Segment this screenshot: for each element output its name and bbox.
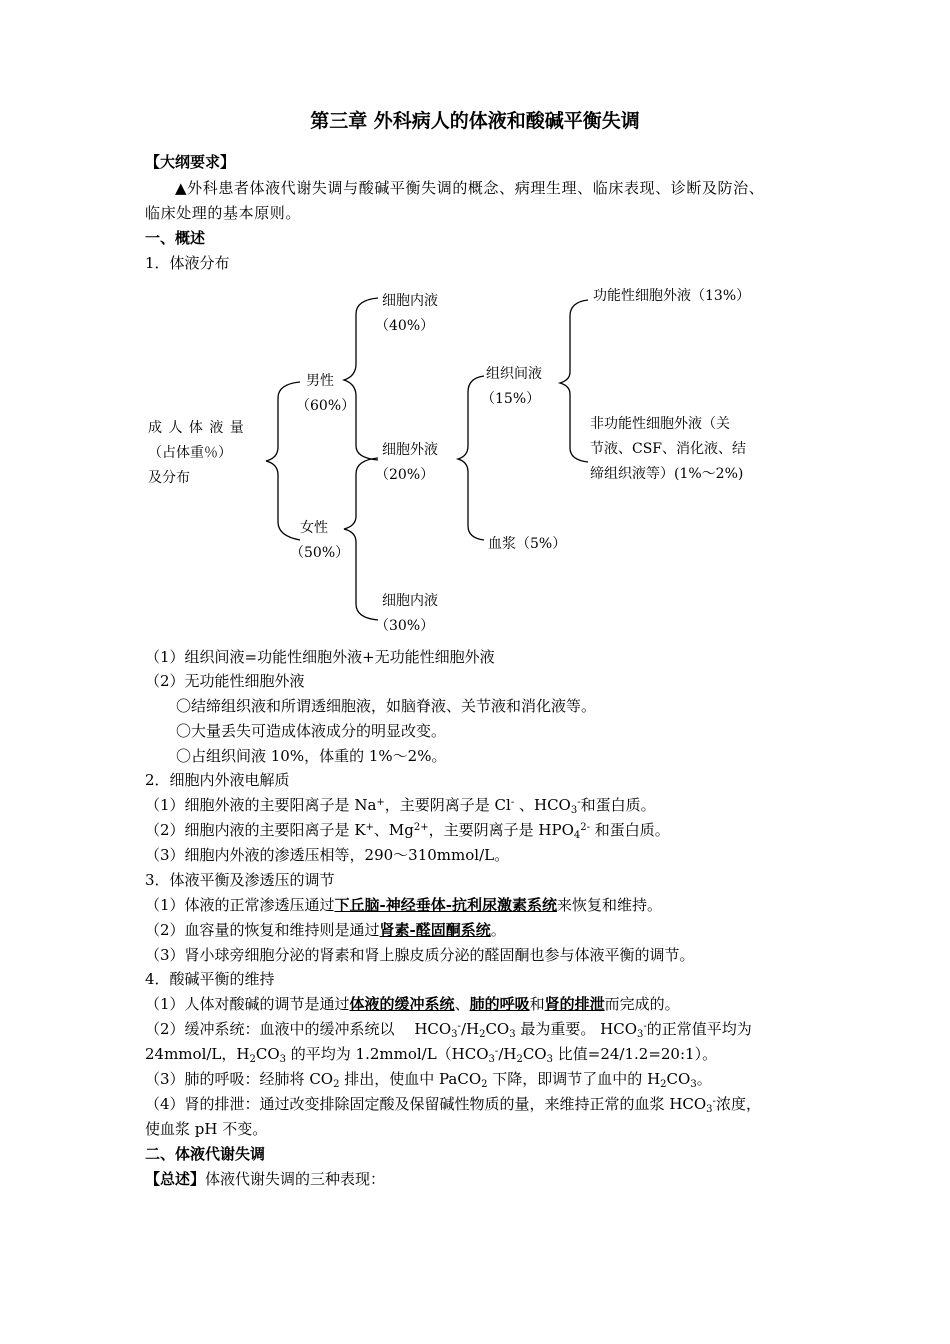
interstitial-percentage: （15%）	[481, 391, 541, 407]
acid-base-line-2: （2）缓冲系统：血液中的缓冲系统以 $HCO_3^-/H_2CO_3$ 最为重要。 $HCO_3^-$的正常值平均为	[145, 1020, 752, 1040]
bullet-2: 〇大量丢失可造成体液成分的明显改变。	[176, 722, 447, 740]
section-heading-overview: 一、概述	[145, 229, 206, 247]
nonfunctional-ecf-line-3: 缔组织液等）(1%～2%)	[590, 466, 744, 482]
note-1: （1）组织间液=功能性细胞外液+无功能性细胞外液	[145, 648, 495, 666]
acid-base-line-4: （3）肺的呼吸：经肺将 $CO_2$ 排出，使血中 PaCO$_2$ 下降，即调节了血中的 $H_2CO_3$。	[145, 1070, 712, 1090]
icf-female-label: 细胞内液	[382, 593, 438, 609]
male-label: 男性	[306, 373, 334, 389]
subheading-regulation: 3．体液平衡及渗透压的调节	[145, 871, 335, 889]
acid-base-line-3: 24mmol/L，$H_2CO_3$ 的平均为 $1.2mmol/L(HCO_3^-/H_2CO_3$ 比值=24/1.2=20:1）。	[145, 1045, 718, 1065]
interstitial-label: 组织间液	[486, 366, 542, 382]
ecf-percentage: （20%）	[375, 467, 435, 483]
bullet-3: 〇占组织间液 10%，体重的 1%～2%。	[176, 747, 447, 765]
male-percentage: （60%）	[296, 398, 356, 414]
electrolyte-line-2: （2）细胞内液的主要阳离子是 K+、$Mg^{2+}$，主要阴离子是 $HPO_4^{2-}$ 和蛋白质。	[145, 821, 670, 841]
root-bracket	[266, 382, 300, 540]
nonfunctional-ecf-line-1: 非功能性细胞外液（关	[590, 416, 730, 432]
acid-base-line-6: 使血浆 pH 不变。	[145, 1120, 268, 1138]
subheading-acid-base: 4．酸碱平衡的维持	[145, 970, 275, 988]
functional-ecf-label: 功能性细胞外液（13%）	[593, 288, 751, 304]
nonfunctional-ecf-line-2: 节液、CSF、消化液、结	[590, 441, 747, 457]
icf-female-percentage: （30%）	[375, 618, 435, 634]
electrolyte-line-3: （3）细胞内外液的渗透压相等，290～310mmol/L。	[145, 846, 510, 864]
male-bracket	[344, 298, 378, 460]
interstitial-bracket	[560, 300, 588, 462]
outline-heading: 【大纲要求】	[145, 153, 236, 171]
female-percentage: （50%）	[290, 545, 350, 561]
summary-line: 【总述】体液代谢失调的三种表现：	[145, 1170, 386, 1188]
outline-line-2: 临床处理的基本原则。	[145, 204, 302, 222]
bullet-1: 〇结缔组织液和所谓透细胞液，如脑脊液、关节液和消化液等。	[176, 697, 597, 715]
acid-base-line-5: （4）肾的排泄：通过改变排除固定酸及保留碱性物质的量，来维持正常的血浆 $HCO_3^-$浓度，	[145, 1095, 761, 1115]
subheading-fluid-distribution: 1．体液分布	[145, 254, 230, 272]
page-title: 第三章 外科病人的体液和酸碱平衡失调	[310, 110, 640, 132]
outline-line-1: ▲外科患者体液代谢失调与酸碱平衡失调的概念、病理生理、临床表现、诊断及防治、	[175, 179, 765, 197]
subheading-electrolytes: 2．细胞内外液电解质	[145, 771, 290, 789]
section-heading-fluid-disorders: 二、体液代谢失调	[145, 1145, 266, 1163]
female-label: 女性	[300, 520, 328, 536]
plasma-label: 血浆（5%）	[488, 536, 567, 552]
regulation-line-3: （3）肾小球旁细胞分泌的肾素和肾上腺皮质分泌的醛固酮也参与体液平衡的调节。	[145, 946, 695, 964]
electrolyte-line-1: （1）细胞外液的主要阳离子是 Na+，主要阴离子是 Cl- 、$HCO_3^-$和蛋白质。	[145, 796, 656, 816]
icf-male-percentage: （40%）	[375, 318, 435, 334]
note-2: （2）无功能性细胞外液	[145, 672, 305, 690]
ecf-label: 细胞外液	[382, 442, 438, 458]
root-label-line-2: （占体重％）	[148, 445, 232, 461]
regulation-line-1: （1）体液的正常渗透压通过下丘脑-神经垂体-抗利尿激素系统来恢复和维持。	[145, 896, 663, 914]
root-label-line-1: 成 人 体 液 量	[148, 420, 245, 436]
icf-male-label: 细胞内液	[382, 293, 438, 309]
root-label-line-3: 及分布	[148, 470, 190, 486]
acid-base-line-1: （1）人体对酸碱的调节是通过体液的缓冲系统、肺的呼吸和肾的排泄而完成的。	[145, 995, 680, 1013]
female-bracket	[344, 458, 378, 620]
regulation-line-2: （2）血容量的恢复和维持则是通过肾素-醛固酮系统。	[145, 921, 506, 939]
